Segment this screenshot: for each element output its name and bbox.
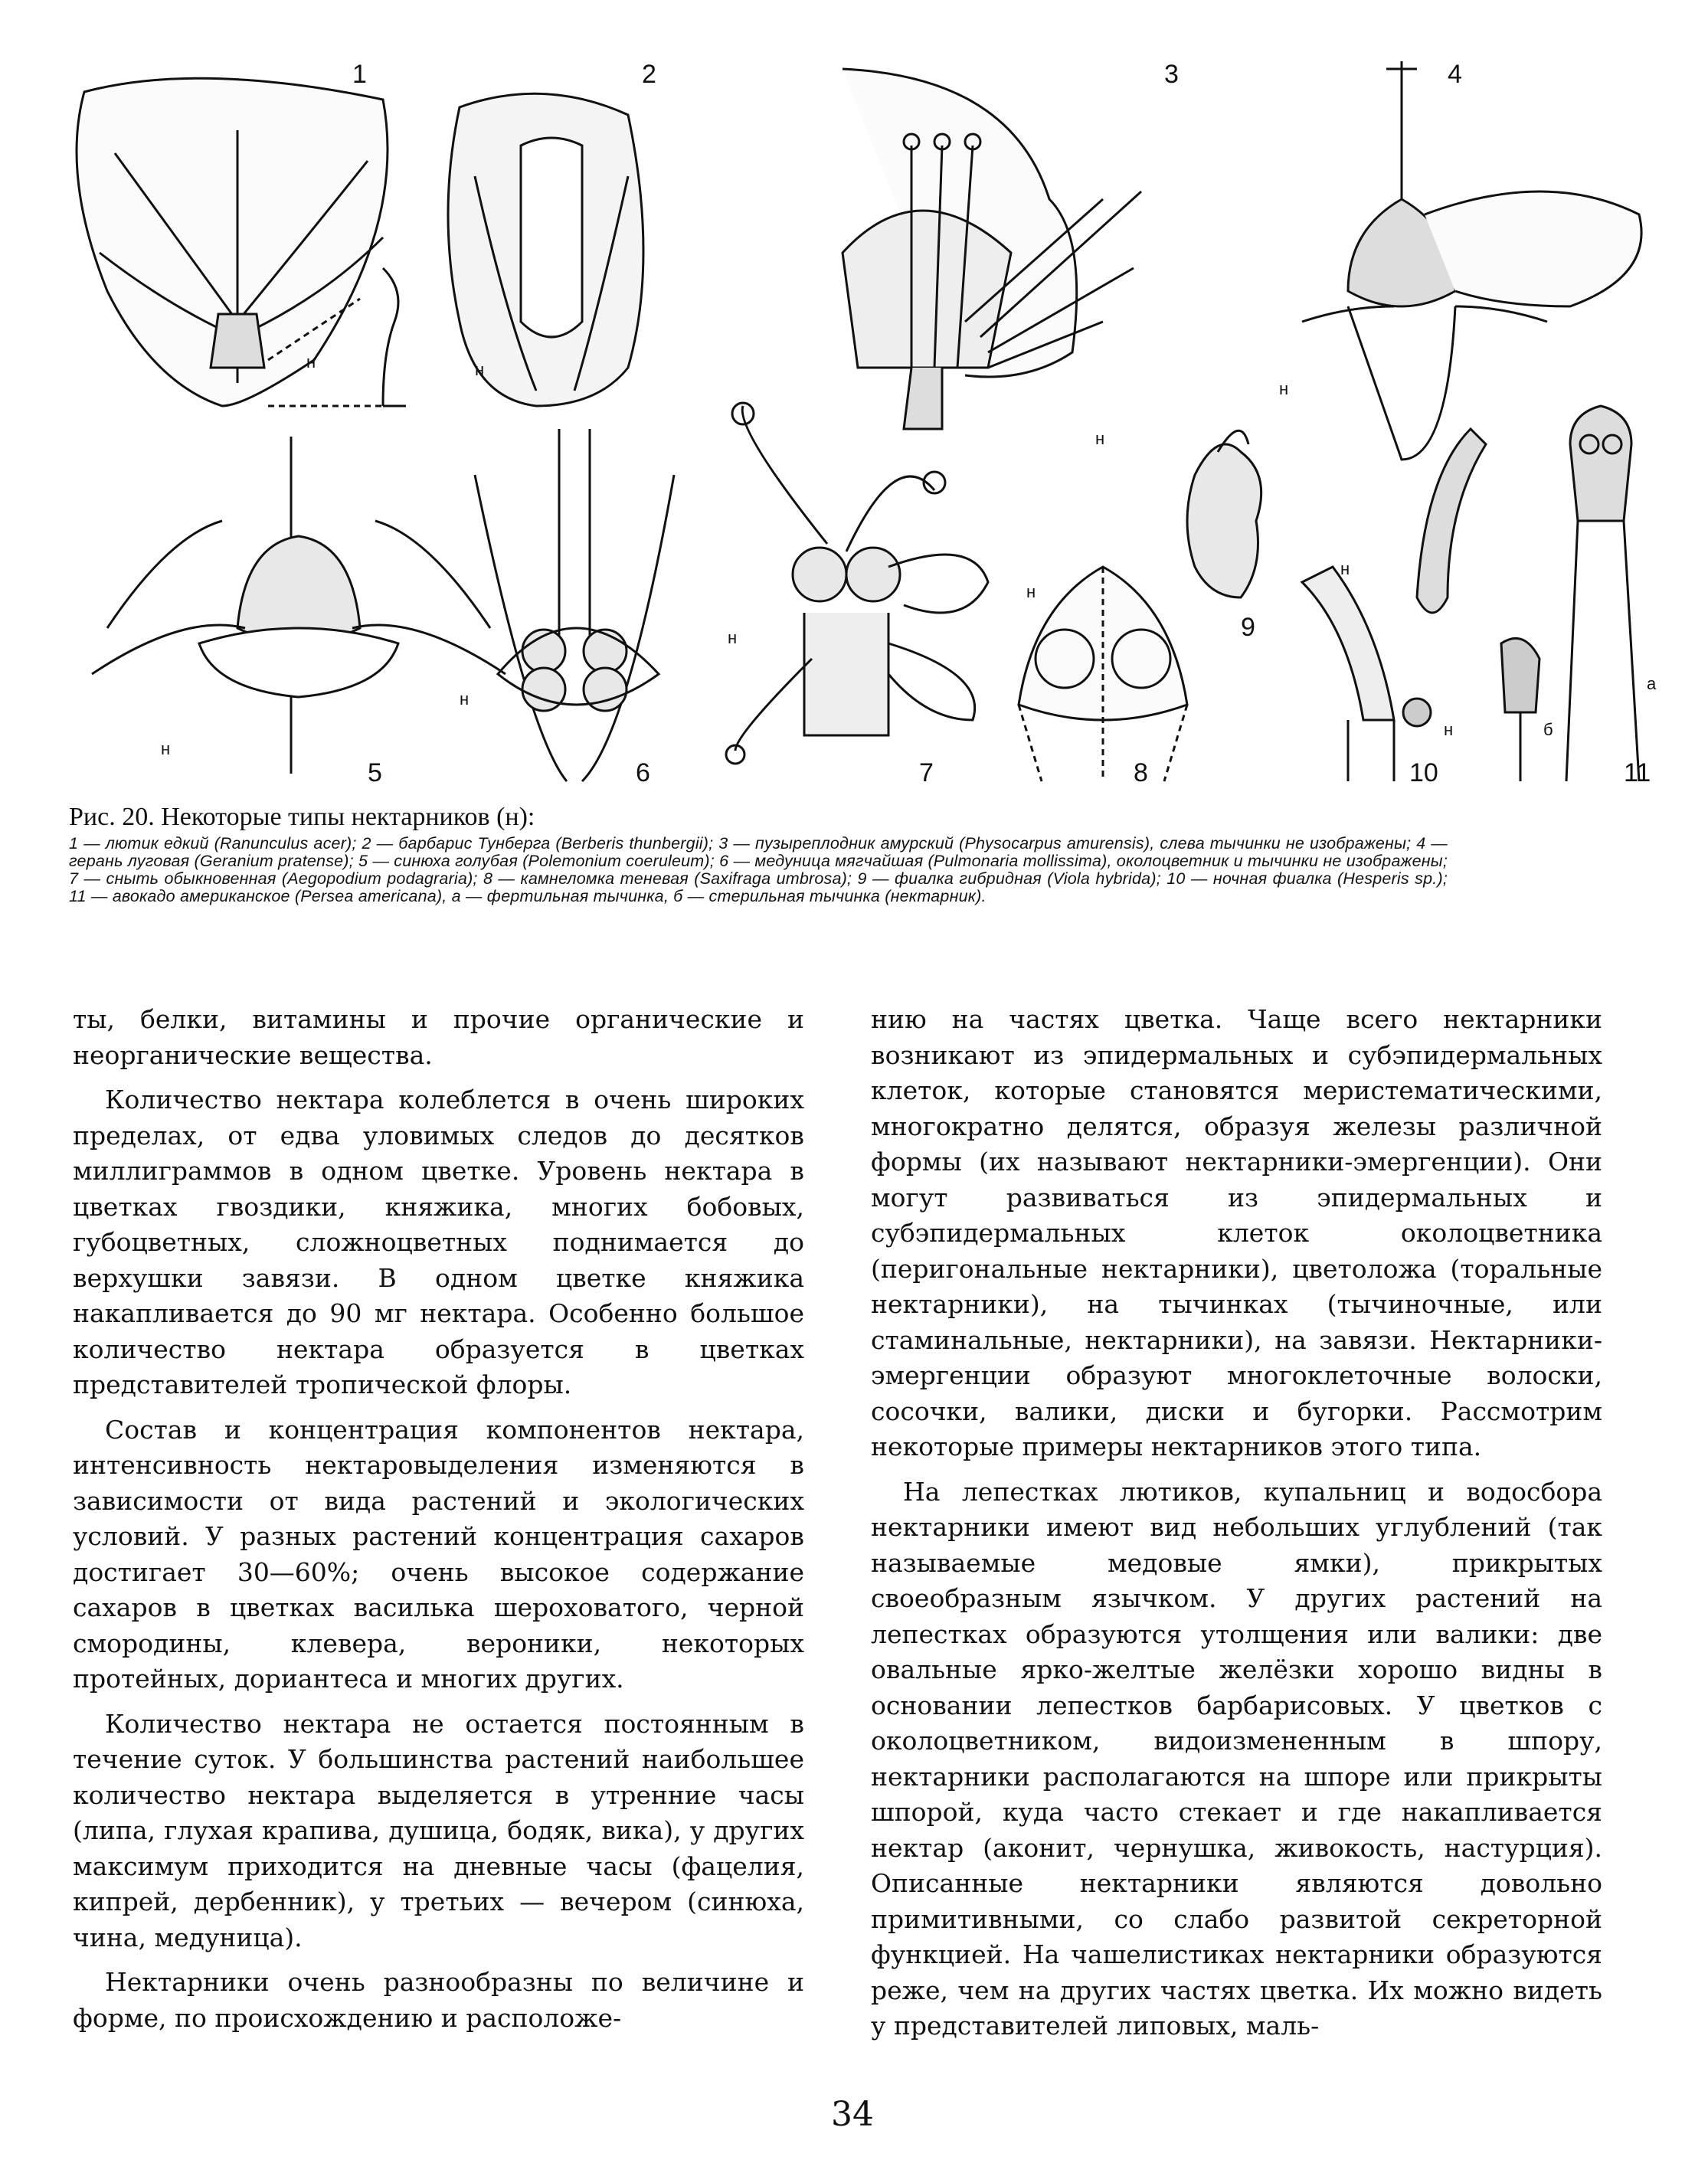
figure-marker-5: н (161, 739, 171, 758)
figure-marker-9: н (1340, 559, 1350, 578)
drawing-5-polemonium (92, 437, 506, 774)
figure-label-9: 9 (1241, 613, 1255, 642)
drawing-11-persea (1501, 406, 1639, 781)
figure-marker-3: н (1095, 429, 1105, 448)
drawing-7-aegopodium (726, 403, 988, 764)
figure-label-10: 10 (1409, 758, 1438, 787)
figure-marker-7: н (728, 628, 738, 647)
figure-label-2: 2 (642, 60, 656, 89)
figure-marker-4: н (1279, 379, 1289, 398)
paragraph: ты, белки, витамины и прочие органические и неорганические вещества. (73, 1004, 804, 1070)
drawing-10-hesperis (1302, 429, 1486, 781)
caption-body: 1 — лютик едкий (Ranunculus acer); 2 — барбарис Тунберга (Berberis thunbergii); 3 — пузыреплодник амурский (Physocarpus amurensis), слева тычинки не изображены; 4 — герань луговая (Geranium pratense); 5 — синюха голубая (Polemonium coeruleum); 6 — медуница мягчайшая (Pulmonaria mollissima), околоцветник и тычинки не изображены; 7 — сныть обыкновенная (Aegopodium podagraria); 8 — камнеломка теневая (Saxifraga umbrosa); 9 — фиалка гибридная (Viola hybrida); 10 — ночная фиалка (Hesperis sp.); 11 — авокадо американское (Persea americana), а — фертильная тычинка, б — стерильная тычинка (нектарник). (69, 834, 1448, 905)
figure-label-3: 3 (1164, 60, 1179, 89)
paragraph: Нектарники очень разнообразны по величине и форме, по происхождению и расположе- (73, 1967, 804, 2033)
figure-label-1: 1 (352, 60, 367, 89)
figure-marker-8: н (1026, 582, 1036, 601)
figure-label-11: 11 (1624, 758, 1651, 787)
figure-label-8: 8 (1134, 758, 1148, 787)
paragraph: Количество нектара колеблется в очень широких пределах, от едва уловимых следов до десятков миллиграммов в одном цветке. Уровень нектара в цветках гвоздики, княжика, многих бобовых, губоцветных, сложноцветных поднимается до верхушки завязи. В одном цветке княжика накапливается до 90 мг нектара. Особенно большое количество нектара образуется в цветках представителей тропической флоры. (73, 1085, 804, 1399)
figure-label-6: 6 (636, 758, 650, 787)
drawing-6-pulmonaria (475, 429, 674, 781)
drawing-1-petal (77, 78, 406, 406)
drawing-4-geranium (1302, 61, 1641, 460)
figure-label-4: 4 (1448, 60, 1462, 89)
page-number: 34 (831, 2095, 874, 2134)
figure-sub-b: б (1543, 720, 1553, 739)
paragraph: Состав и концентрация компонентов нектара, интенсивность нектаровыделения изменяются в зависимости от вида растений и экологических условий. У разных растений концентрация сахаров достигает 30—60%; очень высокое содержание сахаров в цветках василька шероховатого, черной смородины, клевера, вероники, некоторых протейных, дориантеса и многих других. (73, 1414, 804, 1694)
figure-marker-6: н (460, 689, 470, 709)
figure-sub-a: а (1647, 674, 1657, 693)
figure-label-5: 5 (368, 758, 382, 787)
drawing-9-viola (1187, 430, 1261, 597)
drawing-2-barberry (448, 93, 643, 406)
figure-label-7: 7 (919, 758, 934, 787)
left-column (73, 1002, 804, 2045)
figure-caption (69, 803, 1448, 905)
paragraph: нию на частях цветка. Чаще всего нектарники возникают из эпидермальных и субэпидермальных клеток, которые становятся меристематическими, многократно делятся, образуя железы различной формы (их называют нектарники-эмергенции). Они могут развиваться из эпидермальных и субэпидермальных клеток околоцветника (перигональные нектарники), цветоложа (торальные нектарники), на тычинках (тычиночные, или стаминальные, нектарники), на завязи. Нектарники-эмергенции образуют многоклеточные волоски, сосочки, валики, диски и бугорки. Рассмотрим некоторые примеры нектарников этого типа. (871, 1004, 1602, 1461)
figure-marker-1: н (306, 352, 316, 371)
figure-marker-2: н (475, 360, 485, 379)
paragraph: Количество нектара не остается постоянным в течение суток. У большинства растений наибольшее количество нектара выделяется в утренние часы (липа, глухая крапива, душица, бодяк, вика), у других максимум приходится на дневные часы (фацелия, кипрей, дербенник), у третьих — вечером (синюха, чина, медуница). (73, 1708, 804, 1952)
drawing-3-physocarpus (843, 69, 1141, 429)
caption-title: Рис. 20. Некоторые типы нектарников (н): (69, 803, 535, 831)
figure-nectaries (46, 46, 1685, 804)
paragraph: На лепестках лютиков, купальниц и водосбора нектарники имеют вид небольших углублений (так называемые медовые ямки), прикрытых своеобразным язычком. У других растений на лепестках образуются утолщения или валики: две овальные ярко-желтые желёзки хорошо видны в основании лепестков барбарисовых. У цветков с околоцветником, видоизмененным в шпору, нектарники располагаются на шпоре или прикрыты шпорой, куда часто стекает и где накапливается нектар (аконит, чернушка, живокость, настурция). Описанные нектарники являются довольно примитивными, со слабо развитой секреторной функцией. На чашелистиках нектарники образуются реже, чем на других частях цветка. Их можно видеть у представителей липовых, маль- (871, 1476, 1602, 2041)
figure-marker-10: н (1444, 720, 1454, 739)
right-column (871, 1002, 1602, 2054)
drawing-8-saxifraga (1019, 567, 1187, 781)
